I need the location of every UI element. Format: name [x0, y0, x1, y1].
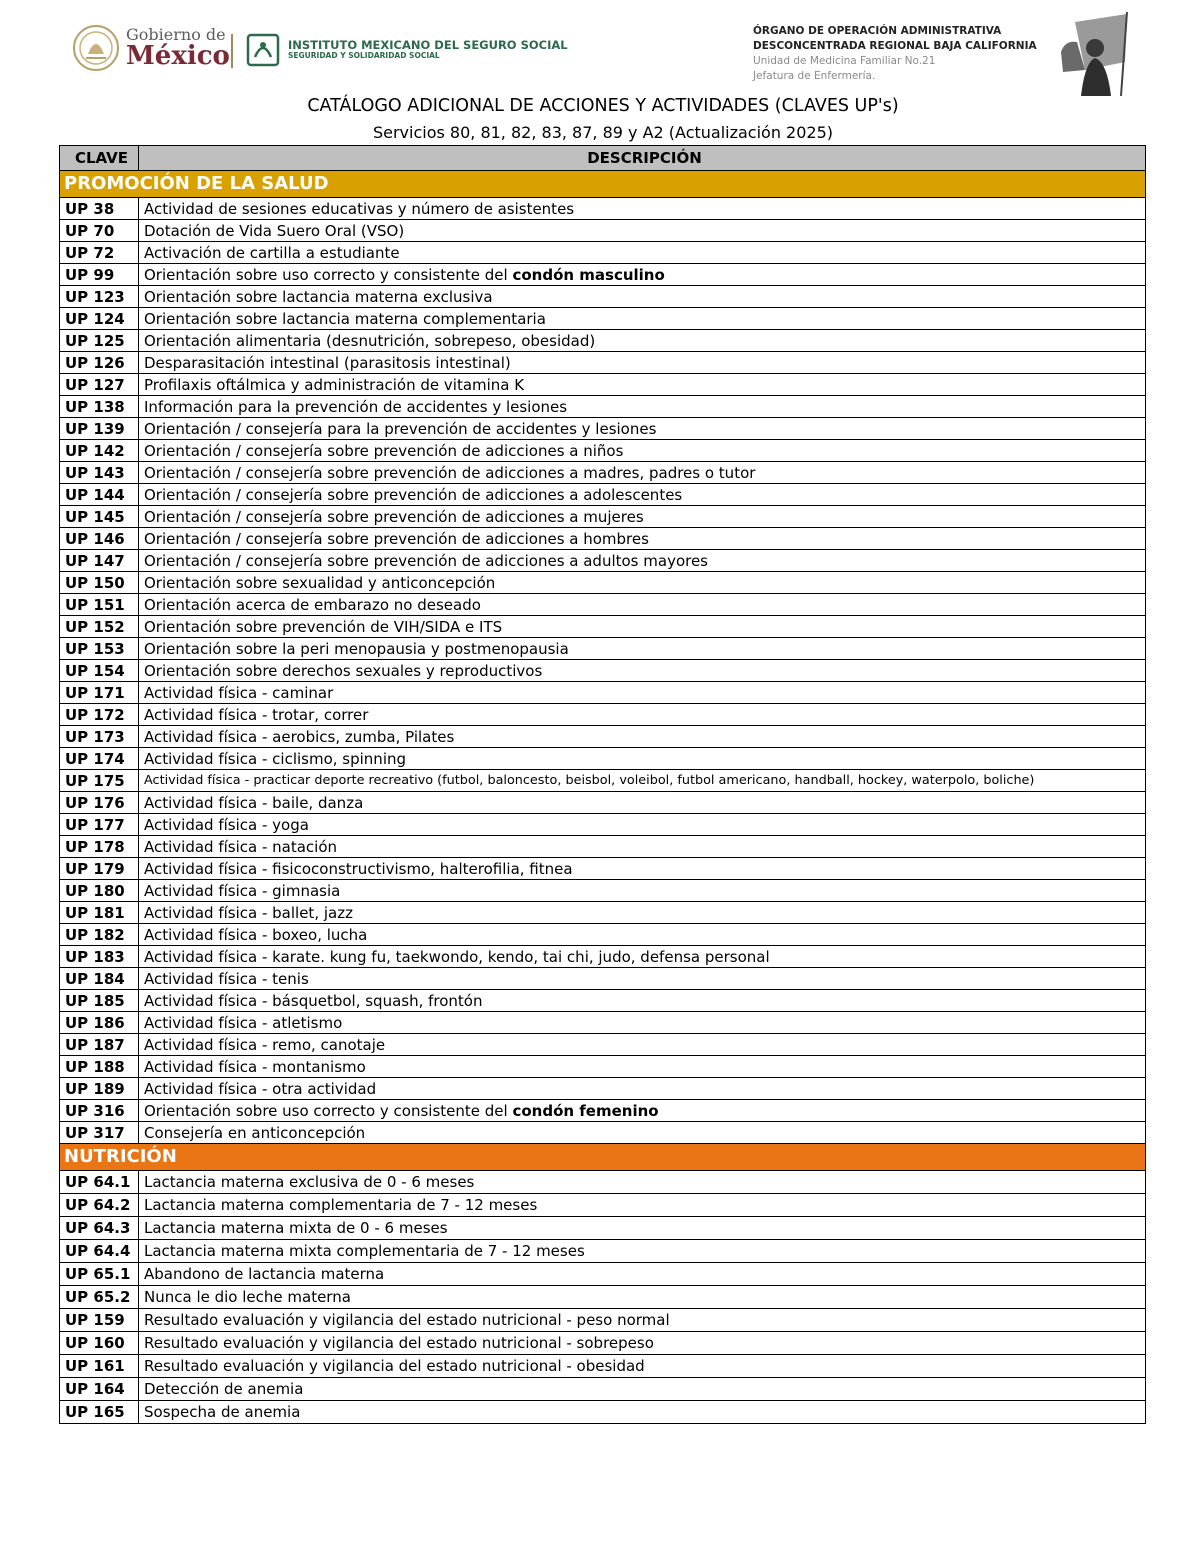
description-text: Actividad física - ciclismo, spinning	[144, 749, 407, 768]
description-cell	[139, 660, 1146, 682]
table-row	[60, 616, 1146, 638]
clave-cell: UP 127	[60, 374, 139, 396]
clave-cell: UP 180	[60, 880, 139, 902]
page-header	[0, 0, 1200, 100]
description-text: Resultado evaluación y vigilancia del estado nutricional - obesidad	[144, 1357, 645, 1375]
description-text: Actividad física - boxeo, lucha	[144, 925, 368, 944]
org-line-2: DESCONCENTRADA REGIONAL BAJA CALIFORNIA	[753, 40, 1037, 52]
clave-cell: UP 177	[60, 814, 139, 836]
description-cell	[139, 968, 1146, 990]
description-text: Resultado evaluación y vigilancia del estado nutricional - sobrepeso	[144, 1334, 654, 1352]
description-cell	[139, 902, 1146, 924]
description-text: Orientación sobre la peri menopausia y postmenopausia	[144, 639, 569, 658]
page-subtitle: Servicios 80, 81, 82, 83, 87, 89 y A2 (Actualización 2025)	[372, 123, 834, 142]
description-cell	[139, 594, 1146, 616]
clave-cell: UP 317	[60, 1122, 139, 1144]
table-row	[60, 1240, 1146, 1263]
table-row	[60, 968, 1146, 990]
description-cell	[139, 264, 1146, 286]
description-text: Actividad física - ballet, jazz	[144, 903, 353, 922]
description-text: Actividad física - caminar	[144, 683, 334, 702]
clave-cell: UP 65.1	[60, 1263, 139, 1286]
description-text: Actividad física - baile, danza	[144, 793, 364, 812]
table-row	[60, 902, 1146, 924]
description-text: Orientación sobre lactancia materna exclusiva	[144, 287, 493, 306]
description-cell	[139, 506, 1146, 528]
description-cell	[139, 770, 1146, 792]
clave-cell: UP 184	[60, 968, 139, 990]
clave-cell: UP 64.1	[60, 1171, 139, 1194]
description-cell	[139, 462, 1146, 484]
table-row	[60, 440, 1146, 462]
clave-cell: UP 147	[60, 550, 139, 572]
table-row	[60, 1286, 1146, 1309]
table-row	[60, 1078, 1146, 1100]
description-text: Orientación acerca de embarazo no deseado	[144, 595, 481, 614]
description-cell	[139, 638, 1146, 660]
description-text: Información para la prevención de accidentes y lesiones	[144, 397, 568, 416]
description-text: Orientación / consejería sobre prevención de adicciones a adultos mayores	[144, 551, 709, 570]
table-row	[60, 858, 1146, 880]
description-cell	[139, 1171, 1146, 1194]
description-cell	[139, 1034, 1146, 1056]
description-cell	[139, 1240, 1146, 1263]
description-cell	[139, 396, 1146, 418]
clave-cell: UP 160	[60, 1332, 139, 1355]
table-row	[60, 550, 1146, 572]
table-row	[60, 792, 1146, 814]
description-text: Actividad física - montanismo	[144, 1057, 366, 1076]
description-text: Actividad física - remo, canotaje	[144, 1035, 386, 1054]
mexico-coat-of-arms-icon	[72, 24, 120, 72]
table-row	[60, 1194, 1146, 1217]
org-line-3: Unidad de Medicina Familiar No.21	[753, 55, 936, 67]
claves-table	[59, 145, 1146, 1424]
description-cell	[139, 440, 1146, 462]
clave-cell: UP 174	[60, 748, 139, 770]
description-text: Actividad física - natación	[144, 837, 338, 856]
clave-cell: UP 142	[60, 440, 139, 462]
description-cell	[139, 1217, 1146, 1240]
description-text: Nunca le dio leche materna	[144, 1288, 351, 1306]
clave-cell: UP 186	[60, 1012, 139, 1034]
description-cell	[139, 308, 1146, 330]
column-header-clave: CLAVE	[60, 146, 139, 171]
table-row	[60, 352, 1146, 374]
table-row	[60, 704, 1146, 726]
table-row	[60, 396, 1146, 418]
clave-cell: UP 179	[60, 858, 139, 880]
table-row	[60, 594, 1146, 616]
table-row	[60, 484, 1146, 506]
clave-cell: UP 173	[60, 726, 139, 748]
table-header-row	[60, 146, 1146, 171]
description-text: Orientación sobre derechos sexuales y reproductivos	[144, 661, 543, 680]
description-text: Actividad física - otra actividad	[144, 1079, 377, 1098]
clave-cell: UP 123	[60, 286, 139, 308]
description-cell	[139, 748, 1146, 770]
table-row	[60, 528, 1146, 550]
description-cell	[139, 1378, 1146, 1401]
description-text: Lactancia materna mixta complementaria de 7 - 12 meses	[144, 1242, 585, 1260]
description-text: Orientación sobre uso correcto y consistente del	[144, 265, 513, 284]
clave-cell: UP 171	[60, 682, 139, 704]
clave-cell: UP 125	[60, 330, 139, 352]
description-cell	[139, 1122, 1146, 1144]
clave-cell: UP 64.4	[60, 1240, 139, 1263]
clave-cell: UP 183	[60, 946, 139, 968]
description-text: Actividad física - practicar deporte recreativo (futbol, baloncesto, beisbol, voleibol, futbol americano, handball, hockey, waterpolo, boliche)	[144, 772, 1035, 788]
gobierno-label: Gobierno de	[126, 25, 226, 44]
table-row	[60, 418, 1146, 440]
description-cell	[139, 682, 1146, 704]
section-title: NUTRICIÓN	[60, 1144, 1146, 1171]
table-row	[60, 990, 1146, 1012]
description-cell	[139, 1194, 1146, 1217]
clave-cell: UP 126	[60, 352, 139, 374]
imss-name: INSTITUTO MEXICANO DEL SEGURO SOCIAL	[288, 38, 568, 53]
clave-cell: UP 182	[60, 924, 139, 946]
description-cell	[139, 616, 1146, 638]
description-cell	[139, 726, 1146, 748]
description-text: Lactancia materna complementaria de 7 - 12 meses	[144, 1196, 538, 1214]
description-text: Detección de anemia	[144, 1380, 304, 1398]
table-row	[60, 946, 1146, 968]
description-text: Lactancia materna exclusiva de 0 - 6 meses	[144, 1173, 475, 1191]
column-header-descripcion: DESCRIPCIÓN	[139, 146, 1146, 171]
org-line-4: Jefatura de Enfermería.	[753, 70, 876, 82]
description-cell	[139, 880, 1146, 902]
description-cell	[139, 1286, 1146, 1309]
table-row	[60, 1378, 1146, 1401]
clave-cell: UP 64.3	[60, 1217, 139, 1240]
table-row	[60, 1401, 1146, 1424]
description-cell	[139, 814, 1146, 836]
table-row	[60, 770, 1146, 792]
logo-divider	[231, 34, 233, 68]
table-row	[60, 1056, 1146, 1078]
table-row	[60, 462, 1146, 484]
table-row	[60, 506, 1146, 528]
org-line-1: ÓRGANO DE OPERACIÓN ADMINISTRATIVA	[753, 25, 1002, 37]
description-cell	[139, 352, 1146, 374]
description-cell	[139, 330, 1146, 352]
description-text: Orientación sobre sexualidad y anticoncepción	[144, 573, 496, 592]
page-title: CATÁLOGO ADICIONAL DE ACCIONES Y ACTIVIDADES (CLAVES UP's)	[307, 96, 899, 116]
table-row	[60, 220, 1146, 242]
description-text: Dotación de Vida Suero Oral (VSO)	[144, 221, 405, 240]
table-row	[60, 1012, 1146, 1034]
description-text: Desparasitación intestinal (parasitosis intestinal)	[144, 353, 511, 372]
clave-cell: UP 175	[60, 770, 139, 792]
clave-cell: UP 178	[60, 836, 139, 858]
description-text: Activación de cartilla a estudiante	[144, 243, 400, 262]
description-cell	[139, 198, 1146, 220]
clave-cell: UP 143	[60, 462, 139, 484]
description-text: Orientación / consejería sobre prevención de adicciones a madres, padres o tutor	[144, 463, 756, 482]
section-header-row	[60, 1144, 1146, 1171]
description-text: Orientación / consejería sobre prevención de adicciones a niños	[144, 441, 624, 460]
description-cell	[139, 1355, 1146, 1378]
clave-cell: UP 185	[60, 990, 139, 1012]
table-row	[60, 1122, 1146, 1144]
table-row	[60, 660, 1146, 682]
clave-cell: UP 316	[60, 1100, 139, 1122]
table-row	[60, 330, 1146, 352]
table-row	[60, 748, 1146, 770]
organization-block	[753, 24, 1037, 84]
description-cell	[139, 924, 1146, 946]
clave-cell: UP 189	[60, 1078, 139, 1100]
description-text: Actividad física - tenis	[144, 969, 309, 988]
description-cell	[139, 242, 1146, 264]
table-row	[60, 726, 1146, 748]
clave-cell: UP 172	[60, 704, 139, 726]
description-cell	[139, 990, 1146, 1012]
clave-cell: UP 144	[60, 484, 139, 506]
table-row	[60, 242, 1146, 264]
clave-cell: UP 145	[60, 506, 139, 528]
description-cell	[139, 1012, 1146, 1034]
description-cell	[139, 220, 1146, 242]
table-row	[60, 264, 1146, 286]
table-row	[60, 1034, 1146, 1056]
clave-cell: UP 138	[60, 396, 139, 418]
description-text: Orientación / consejería sobre prevención de adicciones a adolescentes	[144, 485, 683, 504]
description-cell	[139, 1332, 1146, 1355]
clave-cell: UP 124	[60, 308, 139, 330]
description-emphasis: condón masculino	[512, 265, 665, 284]
description-text: Profilaxis oftálmica y administración de vitamina K	[144, 375, 525, 394]
gobierno-de-mexico-logo	[72, 24, 230, 72]
description-cell	[139, 1078, 1146, 1100]
table-row	[60, 638, 1146, 660]
description-cell	[139, 1263, 1146, 1286]
imss-logo	[246, 33, 568, 67]
table-row	[60, 572, 1146, 594]
clave-cell: UP 65.2	[60, 1286, 139, 1309]
description-text: Orientación sobre uso correcto y consistente del	[144, 1101, 513, 1120]
table-row	[60, 286, 1146, 308]
description-cell	[139, 418, 1146, 440]
description-text: Orientación / consejería sobre prevención de adicciones a hombres	[144, 529, 649, 548]
description-emphasis: condón femenino	[512, 1101, 659, 1120]
clave-cell: UP 38	[60, 198, 139, 220]
description-cell	[139, 286, 1146, 308]
description-text: Abandono de lactancia materna	[144, 1265, 385, 1283]
imss-slogan: SEGURIDAD Y SOLIDARIDAD SOCIAL	[288, 51, 440, 61]
table-row	[60, 836, 1146, 858]
clave-cell: UP 153	[60, 638, 139, 660]
description-cell	[139, 1100, 1146, 1122]
clave-cell: UP 72	[60, 242, 139, 264]
clave-cell: UP 154	[60, 660, 139, 682]
description-cell	[139, 1309, 1146, 1332]
description-cell	[139, 572, 1146, 594]
table-row	[60, 198, 1146, 220]
clave-cell: UP 187	[60, 1034, 139, 1056]
description-cell	[139, 1401, 1146, 1424]
description-cell	[139, 704, 1146, 726]
imss-emblem-icon	[246, 33, 280, 67]
clave-cell: UP 70	[60, 220, 139, 242]
table-row	[60, 308, 1146, 330]
table-row	[60, 1332, 1146, 1355]
description-text: Lactancia materna mixta de 0 - 6 meses	[144, 1219, 448, 1237]
clave-cell: UP 150	[60, 572, 139, 594]
description-text: Actividad física - atletismo	[144, 1013, 343, 1032]
description-text: Orientación / consejería para la prevención de accidentes y lesiones	[144, 419, 657, 438]
clave-cell: UP 161	[60, 1355, 139, 1378]
description-text: Actividad física - básquetbol, squash, frontón	[144, 991, 483, 1010]
table-row	[60, 814, 1146, 836]
description-cell	[139, 836, 1146, 858]
table-row	[60, 1171, 1146, 1194]
description-text: Orientación sobre prevención de VIH/SIDA e ITS	[144, 617, 503, 636]
description-text: Actividad física - fisicoconstructivismo, halterofilia, fitnea	[144, 859, 573, 878]
description-text: Sospecha de anemia	[144, 1403, 301, 1421]
description-text: Actividad física - aerobics, zumba, Pilates	[144, 727, 455, 746]
description-cell	[139, 1056, 1146, 1078]
table-row	[60, 880, 1146, 902]
clave-cell: UP 188	[60, 1056, 139, 1078]
table-row	[60, 374, 1146, 396]
clave-cell: UP 151	[60, 594, 139, 616]
description-text: Orientación / consejería sobre prevención de adicciones a mujeres	[144, 507, 644, 526]
clave-cell: UP 99	[60, 264, 139, 286]
description-cell	[139, 374, 1146, 396]
description-cell	[139, 550, 1146, 572]
description-cell	[139, 946, 1146, 968]
description-text: Actividad física - karate. kung fu, taekwondo, kendo, tai chi, judo, defensa personal	[144, 947, 770, 966]
table-row	[60, 682, 1146, 704]
description-text: Consejería en anticoncepción	[144, 1123, 366, 1142]
description-text: Actividad física - trotar, correr	[144, 705, 369, 724]
table-row	[60, 1355, 1146, 1378]
description-text: Orientación alimentaria (desnutrición, sobrepeso, obesidad)	[144, 331, 596, 350]
clave-cell: UP 159	[60, 1309, 139, 1332]
clave-cell: UP 139	[60, 418, 139, 440]
clave-cell: UP 165	[60, 1401, 139, 1424]
description-text: Actividad de sesiones educativas y número de asistentes	[144, 199, 575, 218]
description-cell	[139, 792, 1146, 814]
description-cell	[139, 858, 1146, 880]
description-text: Resultado evaluación y vigilancia del estado nutricional - peso normal	[144, 1311, 670, 1329]
section-title: PROMOCIÓN DE LA SALUD	[60, 171, 1146, 198]
clave-cell: UP 64.2	[60, 1194, 139, 1217]
table-row	[60, 924, 1146, 946]
table-row	[60, 1217, 1146, 1240]
clave-cell: UP 181	[60, 902, 139, 924]
description-text: Orientación sobre lactancia materna complementaria	[144, 309, 546, 328]
description-text: Actividad física - yoga	[144, 815, 309, 834]
clave-cell: UP 152	[60, 616, 139, 638]
description-cell	[139, 484, 1146, 506]
clave-cell: UP 164	[60, 1378, 139, 1401]
nursing-emblem-icon	[1055, 12, 1135, 96]
section-header-row	[60, 171, 1146, 198]
table-row	[60, 1100, 1146, 1122]
clave-cell: UP 146	[60, 528, 139, 550]
clave-cell: UP 176	[60, 792, 139, 814]
table-row	[60, 1263, 1146, 1286]
mexico-label: México	[126, 41, 230, 71]
description-cell	[139, 528, 1146, 550]
description-text: Actividad física - gimnasia	[144, 881, 341, 900]
table-row	[60, 1309, 1146, 1332]
